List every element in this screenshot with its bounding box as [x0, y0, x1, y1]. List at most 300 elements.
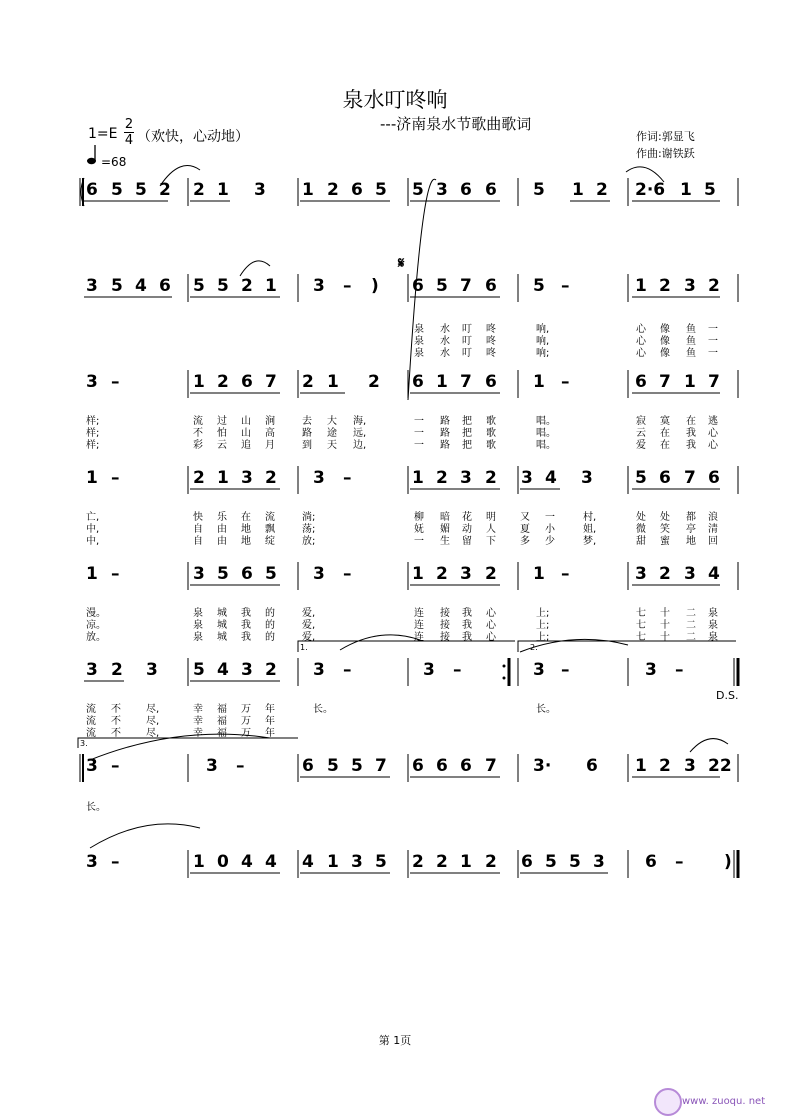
jianpu-note: 1 — [412, 468, 424, 488]
lyric-syllable: 中, — [86, 524, 100, 535]
jianpu-note: 4 — [545, 468, 557, 488]
lyric-syllable: 飘 — [265, 524, 275, 535]
lyric-syllable: 一 — [414, 440, 424, 451]
lyric-syllable: 连 — [414, 608, 424, 619]
jianpu-note: 2 — [485, 564, 497, 584]
lyric-syllable: 万 — [241, 704, 251, 715]
jianpu-note: 6 — [645, 852, 657, 872]
jianpu-note: 3 — [581, 468, 593, 488]
lyric-syllable: 暗 — [440, 512, 450, 523]
composer-credit: 作曲:谢铁跃 — [636, 147, 695, 160]
lyric-syllable: 不 — [193, 428, 203, 439]
lyric-syllable: 的 — [265, 632, 275, 643]
lyric-syllable: 咚 — [486, 336, 496, 347]
lyric-syllable: 乐 — [217, 512, 227, 523]
lyric-syllable: 海, — [353, 416, 367, 427]
lyric-syllable: 不 — [111, 728, 121, 739]
jianpu-note: 1 — [436, 372, 448, 392]
lyric-syllable: 在 — [660, 428, 670, 439]
lyric-syllable: 多 — [520, 536, 530, 547]
jianpu-note: 5 — [375, 852, 387, 872]
jianpu-note: 3 — [86, 660, 98, 680]
lyric-syllable: 长。 — [536, 704, 556, 715]
volta-3-label: 3. — [80, 739, 88, 748]
jianpu-note: 5 — [436, 276, 448, 296]
lyric-syllable: 云 — [636, 428, 646, 439]
lyric-syllable: 十 — [660, 608, 670, 619]
lyric-syllable: 自 — [193, 524, 203, 535]
jianpu-note: 2 — [111, 660, 123, 680]
lyric-syllable: 回 — [708, 536, 718, 547]
lyric-syllable: 路 — [440, 416, 450, 427]
jianpu-note: 1 — [217, 468, 229, 488]
jianpu-note: – — [111, 564, 120, 584]
lyric-syllable: 响, — [536, 336, 550, 347]
jianpu-note: 2 — [241, 276, 253, 296]
jianpu-note: 6 — [485, 372, 497, 392]
jianpu-note: 2 — [327, 180, 339, 200]
jianpu-note: 3 — [460, 468, 472, 488]
lyric-syllable: 福 — [217, 716, 227, 727]
lyric-syllable: 二 — [686, 632, 696, 643]
jianpu-note: 5 — [327, 756, 339, 776]
jianpu-note: 5 — [533, 180, 545, 200]
jianpu-note: 6 — [436, 756, 448, 776]
jianpu-note: 3 — [313, 660, 325, 680]
lyric-syllable: 心 — [636, 324, 646, 335]
jianpu-note: – — [343, 564, 352, 584]
jianpu-note: 3 — [86, 852, 98, 872]
lyric-syllable: 尽, — [146, 716, 160, 727]
lyric-syllable: 留 — [462, 536, 472, 547]
lyric-syllable: 七 — [636, 620, 646, 631]
lyric-syllable: 像 — [660, 336, 670, 347]
watermark-logo-icon — [654, 1088, 682, 1116]
jianpu-note: 5 — [135, 180, 147, 200]
lyric-syllable: 鱼 — [686, 348, 696, 359]
jianpu-note: – — [236, 756, 245, 776]
jianpu-note: 1 — [412, 564, 424, 584]
lyric-syllable: 泉 — [708, 632, 718, 643]
lyric-syllable: 七 — [636, 632, 646, 643]
lyric-syllable: 一 — [708, 324, 718, 335]
lyric-syllable: 连 — [414, 620, 424, 631]
lyric-syllable: 一 — [414, 536, 424, 547]
jianpu-note: 6 — [635, 372, 647, 392]
lyric-syllable: 自 — [193, 536, 203, 547]
lyric-syllable: 由 — [217, 524, 227, 535]
jianpu-note: 1 — [460, 852, 472, 872]
jianpu-note: 3 — [313, 276, 325, 296]
jianpu-note: 2 — [659, 564, 671, 584]
slur-tie — [690, 739, 728, 752]
jianpu-note: 1 — [86, 468, 98, 488]
lyric-syllable: 夏 — [520, 524, 530, 535]
jianpu-note: 6 — [708, 468, 720, 488]
lyric-syllable: 样; — [86, 440, 100, 451]
lyric-syllable: 叮 — [462, 336, 472, 347]
lyric-syllable: 像 — [660, 324, 670, 335]
jianpu-note: – — [561, 564, 570, 584]
lyric-syllable: 连 — [414, 632, 424, 643]
jianpu-note: 3 — [684, 564, 696, 584]
lyric-syllable: 城 — [217, 608, 227, 619]
jianpu-note: 5 — [217, 564, 229, 584]
lyric-syllable: 绽 — [265, 536, 275, 547]
lyric-syllable: 在 — [660, 440, 670, 451]
lyric-syllable: 甜 — [636, 536, 646, 547]
jianpu-note: 6 — [485, 180, 497, 200]
lyric-syllable: 万 — [241, 728, 251, 739]
lyric-syllable: 不 — [111, 716, 121, 727]
jianpu-note: 3 — [86, 372, 98, 392]
lyric-syllable: 二 — [686, 608, 696, 619]
jianpu-note: – — [343, 276, 352, 296]
lyric-syllable: 村, — [583, 512, 597, 523]
lyric-syllable: 寞 — [660, 416, 670, 427]
lyric-syllable: 响; — [536, 348, 550, 359]
jianpu-note: 1 — [302, 180, 314, 200]
lyric-syllable: 泉 — [193, 632, 203, 643]
jianpu-note: 6 — [302, 756, 314, 776]
lyric-syllable: 样; — [86, 428, 100, 439]
jianpu-note: 5 — [569, 852, 581, 872]
jianpu-note: 3 — [193, 564, 205, 584]
jianpu-note: 2 — [265, 660, 277, 680]
lyric-syllable: 心 — [708, 428, 718, 439]
lyric-syllable: 地 — [241, 536, 251, 547]
jianpu-note: 7 — [684, 468, 696, 488]
lyric-syllable: 梦, — [583, 536, 597, 547]
lyric-syllable: 年 — [265, 716, 275, 727]
lyric-syllable: 鱼 — [686, 324, 696, 335]
jianpu-note: 5 — [375, 180, 387, 200]
lyric-syllable: 水 — [440, 348, 450, 359]
jianpu-note: 2 — [485, 468, 497, 488]
lyric-syllable: 幸 — [193, 716, 203, 727]
lyric-syllable: 接 — [440, 620, 450, 631]
jianpu-note: 1 — [680, 180, 692, 200]
jianpu-note: 4 — [265, 852, 277, 872]
lyric-syllable: 柳 — [414, 512, 424, 523]
lyric-syllable: 心 — [486, 632, 496, 643]
lyric-syllable: 亭 — [686, 524, 696, 535]
lyric-syllable: 泉 — [414, 348, 424, 359]
jianpu-note: – — [111, 468, 120, 488]
lyric-syllable: 路 — [440, 440, 450, 451]
jianpu-note: 5 — [351, 756, 363, 776]
lyric-syllable: 爱, — [302, 608, 316, 619]
lyric-syllable: 心 — [708, 440, 718, 451]
jianpu-note: 3 — [351, 852, 363, 872]
repeat-dot — [503, 677, 506, 680]
lyric-syllable: 过 — [217, 416, 227, 427]
slur-tie — [340, 635, 420, 650]
lyric-syllable: 一 — [708, 336, 718, 347]
lyric-syllable: 清 — [708, 524, 718, 535]
jianpu-note: 7 — [265, 372, 277, 392]
lyric-syllable: 唱。 — [536, 416, 556, 427]
lyricist-credit: 作词:郭显飞 — [636, 130, 695, 143]
lyric-syllable: 响, — [536, 324, 550, 335]
lyric-syllable: 路 — [302, 428, 312, 439]
lyric-syllable: 爱, — [302, 620, 316, 631]
lyric-syllable: 花 — [462, 512, 472, 523]
lyric-syllable: 心 — [636, 348, 646, 359]
lyric-syllable: 淌; — [302, 512, 316, 523]
jianpu-note: 1 — [217, 180, 229, 200]
lyric-syllable: 亡, — [86, 512, 100, 523]
lyric-syllable: 上; — [536, 632, 550, 643]
song-title: 泉水叮咚响 — [342, 88, 448, 112]
jianpu-note: 6 — [460, 180, 472, 200]
lyric-syllable: 二 — [686, 620, 696, 631]
lyric-syllable: 由 — [217, 536, 227, 547]
jianpu-note: 3 — [593, 852, 605, 872]
jianpu-note: 5 — [265, 564, 277, 584]
jianpu-note: 4 — [708, 564, 720, 584]
jianpu-note: 3 — [533, 660, 545, 680]
jianpu-note: 4 — [302, 852, 314, 872]
jianpu-note: 6 — [412, 276, 424, 296]
lyric-syllable: 像 — [660, 348, 670, 359]
jianpu-note: 6 — [241, 564, 253, 584]
jianpu-note: 2 — [265, 468, 277, 488]
repeat-dot — [503, 665, 506, 668]
lyric-syllable: 叮 — [462, 348, 472, 359]
lyric-syllable: 去 — [302, 416, 312, 427]
lyric-syllable: 歌 — [486, 428, 496, 439]
jianpu-note: 3 — [423, 660, 435, 680]
jianpu-note: 7 — [708, 372, 720, 392]
lyric-syllable: 人 — [486, 524, 496, 535]
lyric-syllable: 一 — [414, 428, 424, 439]
jianpu-note: 5 — [193, 660, 205, 680]
jianpu-note: 1 — [86, 564, 98, 584]
slur-tie — [240, 261, 270, 276]
jianpu-note: 3 — [241, 660, 253, 680]
jianpu-note: 3 — [254, 180, 266, 200]
lyric-syllable: 云 — [217, 440, 227, 451]
jianpu-note: 3 — [146, 660, 158, 680]
lyric-syllable: 爱 — [636, 440, 646, 451]
jianpu-note: 5 — [533, 276, 545, 296]
page-number: 第 1页 — [378, 1034, 412, 1047]
jianpu-note: 2 — [485, 852, 497, 872]
lyric-syllable: 心 — [636, 336, 646, 347]
jianpu-note: 7 — [375, 756, 387, 776]
jianpu-note: 1 — [533, 564, 545, 584]
lyric-syllable: 高 — [265, 428, 275, 439]
lyric-syllable: 接 — [440, 608, 450, 619]
jianpu-note: 4 — [241, 852, 253, 872]
lyric-syllable: 十 — [660, 620, 670, 631]
lyric-syllable: 咚 — [486, 324, 496, 335]
lyric-syllable: 媚 — [440, 524, 450, 535]
lyric-syllable: 城 — [217, 620, 227, 631]
jianpu-note: – — [675, 660, 684, 680]
jianpu-note: 3 — [635, 564, 647, 584]
jianpu-note: 6 — [521, 852, 533, 872]
lyric-syllable: 地 — [241, 524, 251, 535]
jianpu-note: ) — [724, 852, 732, 872]
jianpu-note: 2·6 — [635, 180, 666, 200]
jianpu-note: – — [561, 660, 570, 680]
lyric-syllable: 远, — [353, 428, 367, 439]
lyric-syllable: 七 — [636, 608, 646, 619]
lyric-syllable: 边, — [353, 440, 367, 451]
jianpu-note: 3 — [313, 564, 325, 584]
lyric-syllable: 微 — [636, 524, 646, 535]
lyric-syllable: 放。 — [86, 632, 106, 643]
lyric-syllable: 流 — [193, 416, 203, 427]
lyric-syllable: 上; — [536, 608, 550, 619]
lyric-syllable: 我 — [462, 608, 472, 619]
lyric-syllable: 把 — [462, 428, 472, 439]
lyric-syllable: 途 — [327, 428, 337, 439]
lyric-syllable: 我 — [686, 428, 696, 439]
jianpu-note: 6 — [86, 180, 98, 200]
jianpu-note: – — [675, 852, 684, 872]
segno-sign: 𝄋 — [398, 254, 405, 272]
lyric-syllable: 不 — [111, 704, 121, 715]
lyric-syllable: 长。 — [86, 802, 106, 813]
jianpu-note: 1 — [635, 276, 647, 296]
jianpu-note: 3 — [460, 564, 472, 584]
jianpu-note: 0 — [217, 852, 229, 872]
lyric-syllable: 的 — [265, 620, 275, 631]
lyric-syllable: 唱。 — [536, 428, 556, 439]
jianpu-note: ) — [371, 276, 379, 296]
lyric-syllable: 处 — [660, 512, 670, 523]
lyric-syllable: 荡; — [302, 524, 316, 535]
jianpu-note: – — [343, 660, 352, 680]
lyric-syllable: 泉 — [193, 620, 203, 631]
jianpu-note: 2 — [659, 276, 671, 296]
lyric-syllable: 动 — [462, 524, 472, 535]
volta-1-bracket — [298, 641, 515, 652]
lyric-syllable: 中, — [86, 536, 100, 547]
lyric-syllable: 山 — [241, 428, 251, 439]
lyric-syllable: 年 — [265, 728, 275, 739]
jianpu-note: 3 — [436, 180, 448, 200]
lyric-syllable: 歌 — [486, 416, 496, 427]
jianpu-note: 2 — [159, 180, 171, 200]
lyric-syllable: 泉 — [193, 608, 203, 619]
lyric-syllable: 把 — [462, 416, 472, 427]
time-signature-bottom: 4 — [124, 133, 134, 148]
jianpu-note: 1 — [193, 852, 205, 872]
jianpu-note: 3 — [521, 468, 533, 488]
jianpu-note: 6 — [351, 180, 363, 200]
lyric-syllable: 浪 — [708, 512, 718, 523]
tempo-marking: =68 — [101, 155, 127, 169]
lyric-syllable: 笑 — [660, 524, 670, 535]
lyric-syllable: 歌 — [486, 440, 496, 451]
jianpu-note: 6 — [412, 372, 424, 392]
lyric-syllable: 姐, — [583, 524, 597, 535]
lyric-syllable: 处 — [636, 512, 646, 523]
jianpu-note: – — [111, 852, 120, 872]
lyric-syllable: 流 — [265, 512, 275, 523]
lyric-syllable: 泉 — [708, 620, 718, 631]
jianpu-note: 2 — [368, 372, 380, 392]
jianpu-note: 6 — [460, 756, 472, 776]
lyric-syllable: 追 — [241, 440, 251, 451]
lyric-syllable: 长。 — [313, 704, 333, 715]
jianpu-note: 1 — [193, 372, 205, 392]
jianpu-note: – — [111, 756, 120, 776]
lyric-syllable: 城 — [217, 632, 227, 643]
lyric-syllable: 把 — [462, 440, 472, 451]
jianpu-note: 2 — [436, 468, 448, 488]
jianpu-note: 3 — [684, 276, 696, 296]
lyric-syllable: 妩 — [414, 524, 424, 535]
lyric-syllable: 上; — [536, 620, 550, 631]
jianpu-note: 5 — [635, 468, 647, 488]
lyric-syllable: 明 — [486, 512, 496, 523]
lyric-syllable: 我 — [462, 620, 472, 631]
lyric-syllable: 一 — [414, 416, 424, 427]
volta-3-bracket — [78, 738, 298, 748]
jianpu-note: 1 — [327, 852, 339, 872]
lyric-syllable: 在 — [686, 416, 696, 427]
lyric-syllable: 快 — [193, 512, 203, 523]
jianpu-note: 7 — [460, 276, 472, 296]
lyric-syllable: 泉 — [708, 608, 718, 619]
jianpu-note: 1 — [533, 372, 545, 392]
lyric-syllable: 样; — [86, 416, 100, 427]
jianpu-note: 2 — [436, 852, 448, 872]
jianpu-note: 5 — [217, 276, 229, 296]
jianpu-note: 5 — [193, 276, 205, 296]
jianpu-note: 4 — [135, 276, 147, 296]
jianpu-note: 2 — [217, 372, 229, 392]
jianpu-note: 1 — [327, 372, 339, 392]
jianpu-note: 5 — [412, 180, 424, 200]
jianpu-note: 2 — [596, 180, 608, 200]
jianpu-note: 3 — [684, 756, 696, 776]
volta-1-label: 1. — [300, 643, 308, 652]
lyric-syllable: 幸 — [193, 728, 203, 739]
lyric-syllable: 咚 — [486, 348, 496, 359]
lyric-syllable: 水 — [440, 324, 450, 335]
lyric-syllable: 下 — [486, 536, 496, 547]
jianpu-note: – — [111, 372, 120, 392]
jianpu-note: 2 — [412, 852, 424, 872]
jianpu-note: 5 — [704, 180, 716, 200]
slur-tie — [90, 824, 200, 848]
lyric-syllable: 天 — [327, 440, 337, 451]
lyric-syllable: 接 — [440, 632, 450, 643]
lyric-syllable: 幸 — [193, 704, 203, 715]
lyric-syllable: 福 — [217, 728, 227, 739]
jianpu-note: – — [453, 660, 462, 680]
lyric-syllable: 泉 — [414, 336, 424, 347]
lyric-syllable: 在 — [241, 512, 251, 523]
jianpu-note: 2 — [193, 468, 205, 488]
jianpu-note: 1 — [572, 180, 584, 200]
expression-marking: （欢快，心动地） — [137, 129, 249, 145]
jianpu-note: – — [561, 372, 570, 392]
lyric-syllable: 水 — [440, 336, 450, 347]
jianpu-note: 6 — [412, 756, 424, 776]
lyric-syllable: 涧 — [265, 416, 275, 427]
jianpu-note: 2 — [436, 564, 448, 584]
time-signature-top: 2 — [124, 117, 134, 132]
jianpu-note: 2 — [302, 372, 314, 392]
jianpu-note: 6 — [586, 756, 598, 776]
